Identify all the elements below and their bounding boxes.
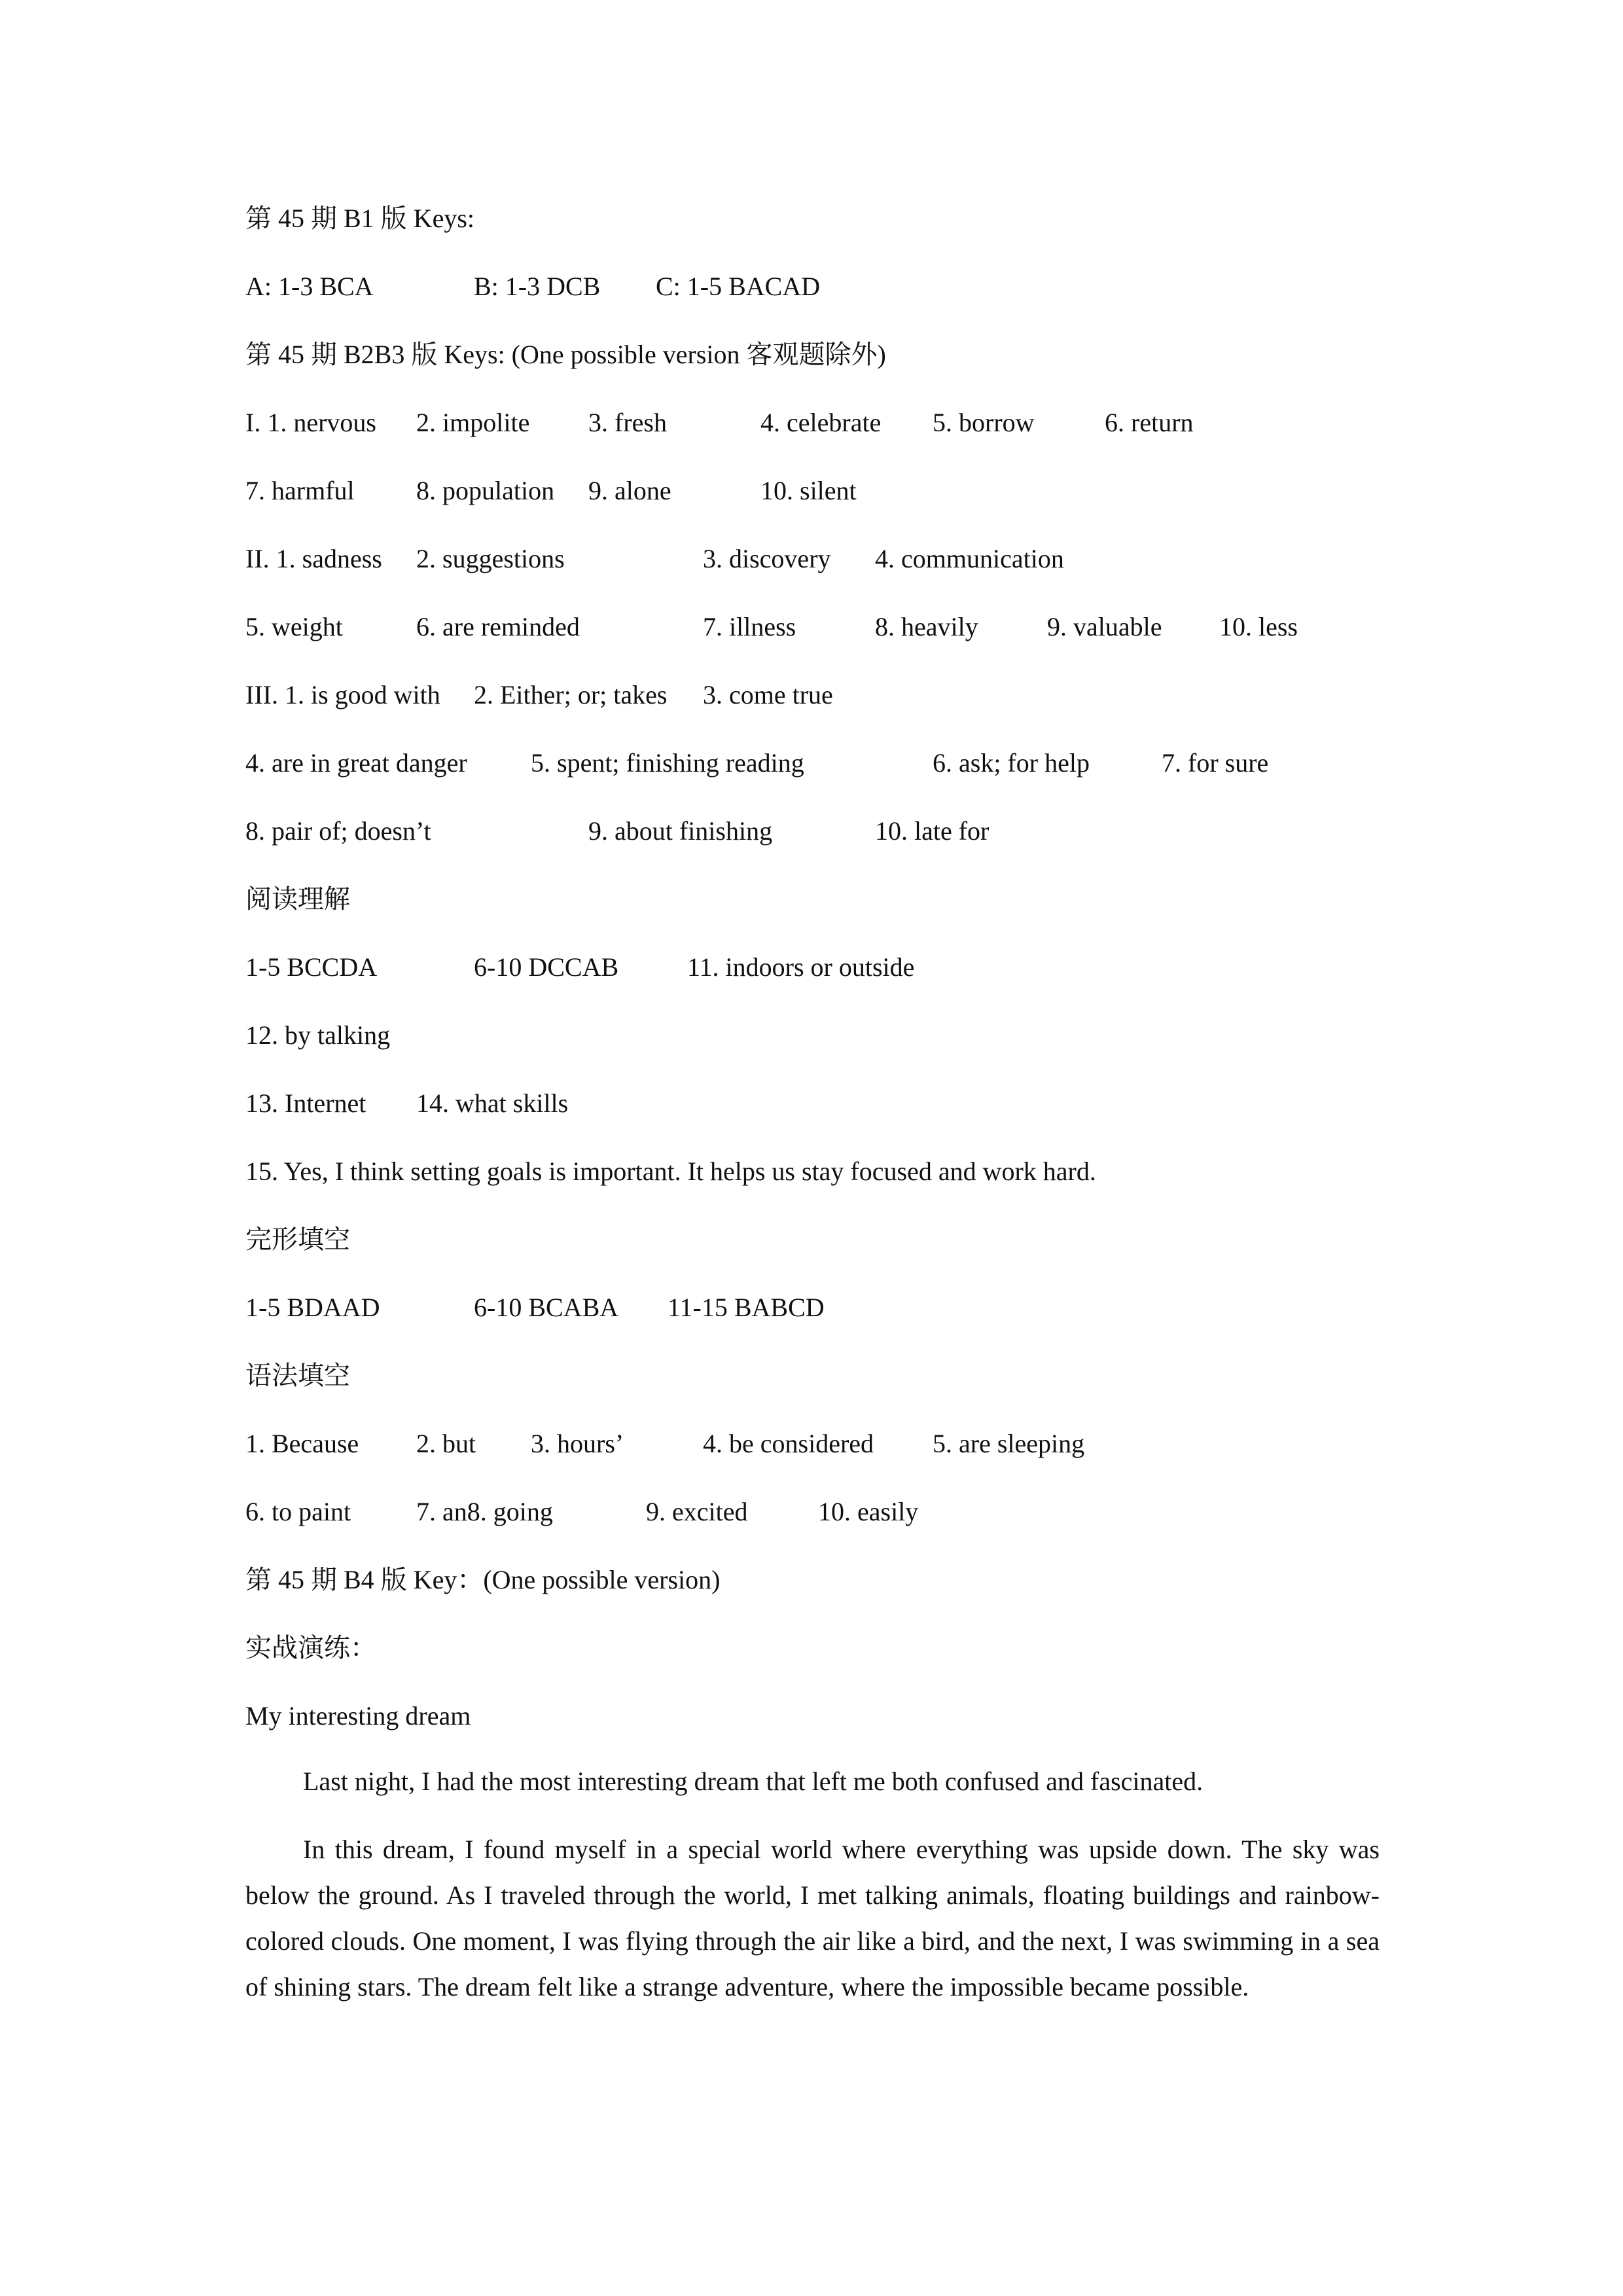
b1-answers-row — [245, 271, 1380, 302]
section2-row1 — [245, 543, 1380, 575]
grammar-item: 6. to paint — [245, 1497, 351, 1526]
b2b3-heading: 第 45 期 B2B3 版 Keys: (One possible version 客观题除外) — [245, 340, 886, 369]
section3-item: 3. come true — [703, 680, 833, 709]
section2-item: 10. less — [1219, 612, 1298, 641]
reading-item: 14. what skills — [416, 1088, 569, 1118]
grammar-item: 4. be considered — [703, 1429, 874, 1458]
section1-item: 9. alone — [588, 476, 671, 505]
section2-item: 9. valuable — [1047, 612, 1162, 641]
cloze-item: 11-15 BABCD — [668, 1293, 825, 1322]
reading-row1 — [245, 952, 1380, 983]
b1-answer-a: A: 1-3 BCA — [245, 272, 374, 301]
section1-item: 7. harmful — [245, 476, 355, 505]
section3-item: 9. about finishing — [588, 816, 773, 846]
grammar-item: 7. an8. going — [416, 1497, 553, 1526]
practice-label: 实战演练： — [245, 1633, 376, 1662]
reading-row2: 12. by talking — [245, 1020, 391, 1050]
section3-row2 — [245, 747, 1380, 779]
section1-row2 — [245, 475, 1380, 507]
b1-answer-c: C: 1-5 BACAD — [656, 272, 821, 301]
section2-item: II. 1. sadness — [245, 544, 382, 573]
reading-item: 6-10 DCCAB — [474, 952, 619, 982]
reading-heading: 阅读理解 — [245, 884, 350, 914]
section2-item: 4. communication — [875, 544, 1064, 573]
cloze-item: 1-5 BDAAD — [245, 1293, 380, 1322]
section1-item: 10. silent — [760, 476, 857, 505]
grammar-item: 2. but — [416, 1429, 476, 1458]
section1-item: 6. return — [1105, 408, 1194, 437]
section2-row2 — [245, 611, 1380, 643]
grammar-heading: 语法填空 — [245, 1361, 350, 1390]
section1-item: 3. fresh — [588, 408, 667, 437]
reading-item: 1-5 BCCDA — [245, 952, 378, 982]
section1-item: 5. borrow — [933, 408, 1035, 437]
section1-item: 4. celebrate — [760, 408, 882, 437]
reading-item: 13. Internet — [245, 1088, 366, 1118]
section1-row1 — [245, 407, 1380, 439]
grammar-item: 9. excited — [646, 1497, 748, 1526]
grammar-item: 10. easily — [818, 1497, 919, 1526]
section2-item: 2. suggestions — [416, 544, 565, 573]
grammar-row1 — [245, 1428, 1380, 1460]
section2-item: 8. heavily — [875, 612, 978, 641]
section3-item: 5. spent; finishing reading — [531, 748, 804, 778]
section3-item: 2. Either; or; takes — [474, 680, 668, 709]
grammar-item: 3. hours’ — [531, 1429, 624, 1458]
section2-item: 3. discovery — [703, 544, 831, 573]
reading-row3 — [245, 1088, 1380, 1119]
reading-item: 11. indoors or outside — [687, 952, 915, 982]
grammar-item: 1. Because — [245, 1429, 359, 1458]
grammar-row2 — [245, 1496, 1380, 1528]
section3-item: 7. for sure — [1162, 748, 1269, 778]
section1-item: I. 1. nervous — [245, 408, 376, 437]
section1-item: 8. population — [416, 476, 555, 505]
essay-paragraph: Last night, I had the most interesting dream that left me both confused and fascinated. — [303, 1767, 1204, 1796]
b4-heading: 第 45 期 B4 版 Key：(One possible version) — [245, 1565, 721, 1594]
section2-item: 7. illness — [703, 612, 796, 641]
essay-paragraph: In this dream, I found myself in a special world where everything was upside down. The sky was below the ground. As I traveled through the world, I met talking animals, floating buildings and rainbow-colored clouds. One moment, I was flying through the air like a bird, and the next, I was swimming in a sea of shining stars. The dream felt like a strange adventure, where the impossible became possible. — [245, 1835, 1380, 2001]
section1-item: 2. impolite — [416, 408, 530, 437]
cloze-row1 — [245, 1292, 1380, 1323]
section3-item: 10. late for — [875, 816, 990, 846]
section3-item: III. 1. is good with — [245, 680, 440, 709]
cloze-item: 6-10 BCABA — [474, 1293, 619, 1322]
reading-row4: 15. Yes, I think setting goals is important. It helps us stay focused and work hard. — [245, 1157, 1096, 1186]
b1-answer-b: B: 1-3 DCB — [474, 272, 601, 301]
section3-item: 6. ask; for help — [933, 748, 1090, 778]
section3-item: 4. are in great danger — [245, 748, 467, 778]
grammar-item: 5. are sleeping — [933, 1429, 1085, 1458]
section3-row3 — [245, 816, 1380, 847]
essay-title: My interesting dream — [245, 1701, 471, 1731]
section3-row1 — [245, 679, 1380, 711]
cloze-heading: 完形填空 — [245, 1225, 350, 1254]
section2-item: 5. weight — [245, 612, 343, 641]
section2-item: 6. are reminded — [416, 612, 580, 641]
b1-heading: 第 45 期 B1 版 Keys: — [245, 204, 474, 233]
section3-item: 8. pair of; doesn’t — [245, 816, 431, 846]
